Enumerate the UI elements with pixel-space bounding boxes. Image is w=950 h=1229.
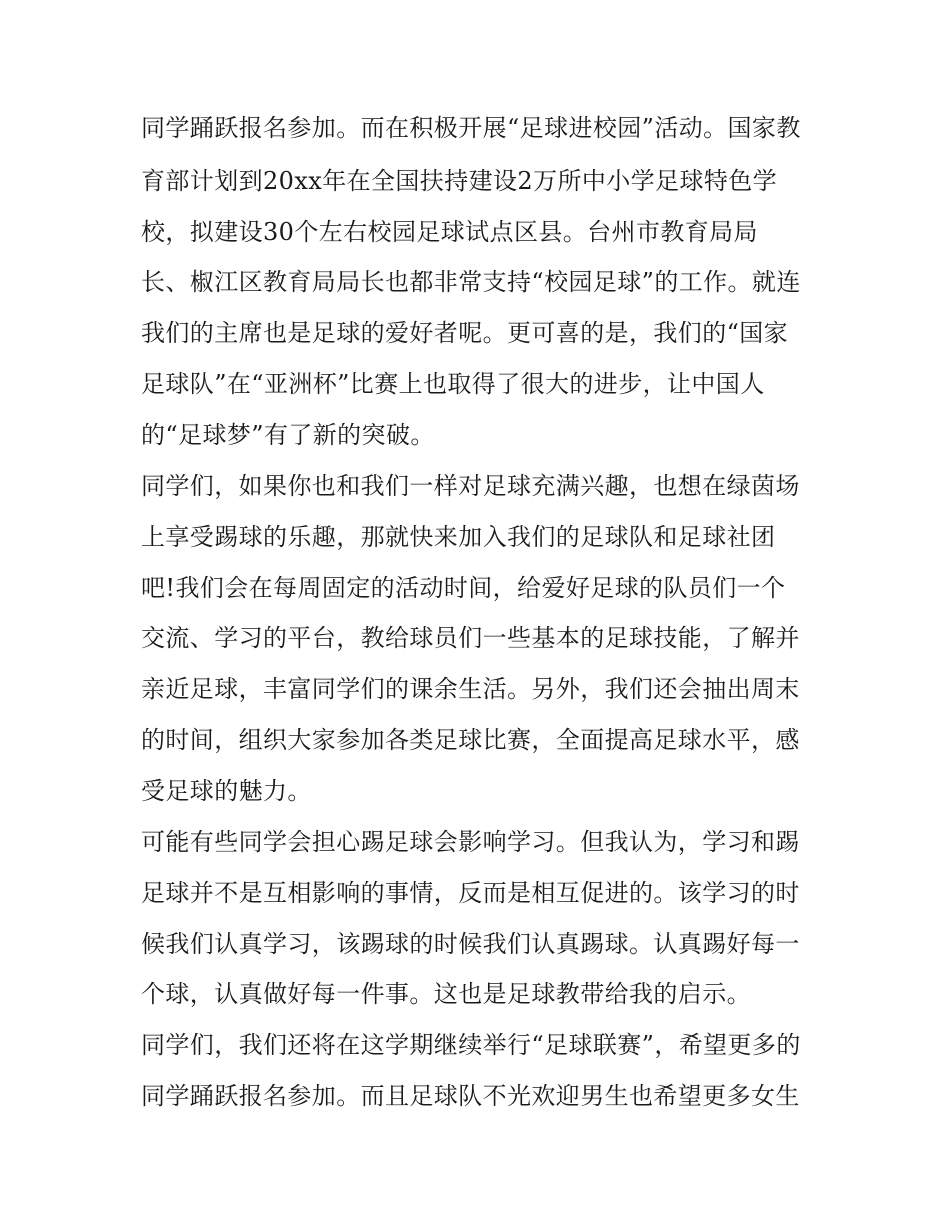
text-line: 我们的主席也是足球的爱好者呢。更可喜的是，我们的“国家 bbox=[141, 319, 789, 347]
text-line: 受足球的魅力。 bbox=[141, 777, 312, 805]
text-line: 足球并不是互相影响的事情，反而是相互促进的。该学习的时 bbox=[141, 879, 800, 907]
text-line: 育部计划到20xx年在全国扶持建设2万所中小学足球特色学 bbox=[141, 167, 778, 195]
text-line: 同学踊跃报名参加。而在积极开展“足球进校园”活动。国家教 bbox=[141, 114, 801, 142]
text-line: 的“足球梦”有了新的突破。 bbox=[141, 421, 435, 449]
text-line: 足球队”在“亚洲杯”比赛上也取得了很大的进步，让中国人 bbox=[141, 370, 765, 398]
text-line: 可能有些同学会担心踢足球会影响学习。但我认为，学习和踢 bbox=[141, 828, 800, 856]
text-line: 同学们，我们还将在这学期继续举行“足球联赛”，希望更多的 bbox=[141, 1031, 801, 1059]
text-line: 的时间，组织大家参加各类足球比赛，全面提高足球水平，感 bbox=[141, 726, 800, 754]
text-line: 同学踊跃报名参加。而且足球队不光欢迎男生也希望更多女生 bbox=[141, 1082, 800, 1110]
text-line: 吧!我们会在每周固定的活动时间，给爱好足球的队员们一个 bbox=[141, 574, 786, 602]
text-line: 交流、学习的平台，教给球员们一些基本的足球技能，了解并 bbox=[141, 624, 800, 652]
text-line: 个球，认真做好每一件事。这也是足球教带给我的启示。 bbox=[141, 980, 751, 1008]
text-line: 亲近足球，丰富同学们的课余生活。另外，我们还会抽出周末 bbox=[141, 675, 800, 703]
text-line: 同学们，如果你也和我们一样对足球充满兴趣，也想在绿茵场 bbox=[141, 472, 800, 500]
text-line: 校，拟建设30个左右校园足球试点区县。台州市教育局局 bbox=[141, 218, 758, 246]
text-line: 长、椒江区教育局局长也都非常支持“校园足球”的工作。就连 bbox=[141, 268, 801, 296]
text-line: 候我们认真学习，该踢球的时候我们认真踢球。认真踢好每一 bbox=[141, 930, 800, 958]
text-line: 上享受踢球的乐趣，那就快来加入我们的足球队和足球社团 bbox=[141, 523, 776, 551]
